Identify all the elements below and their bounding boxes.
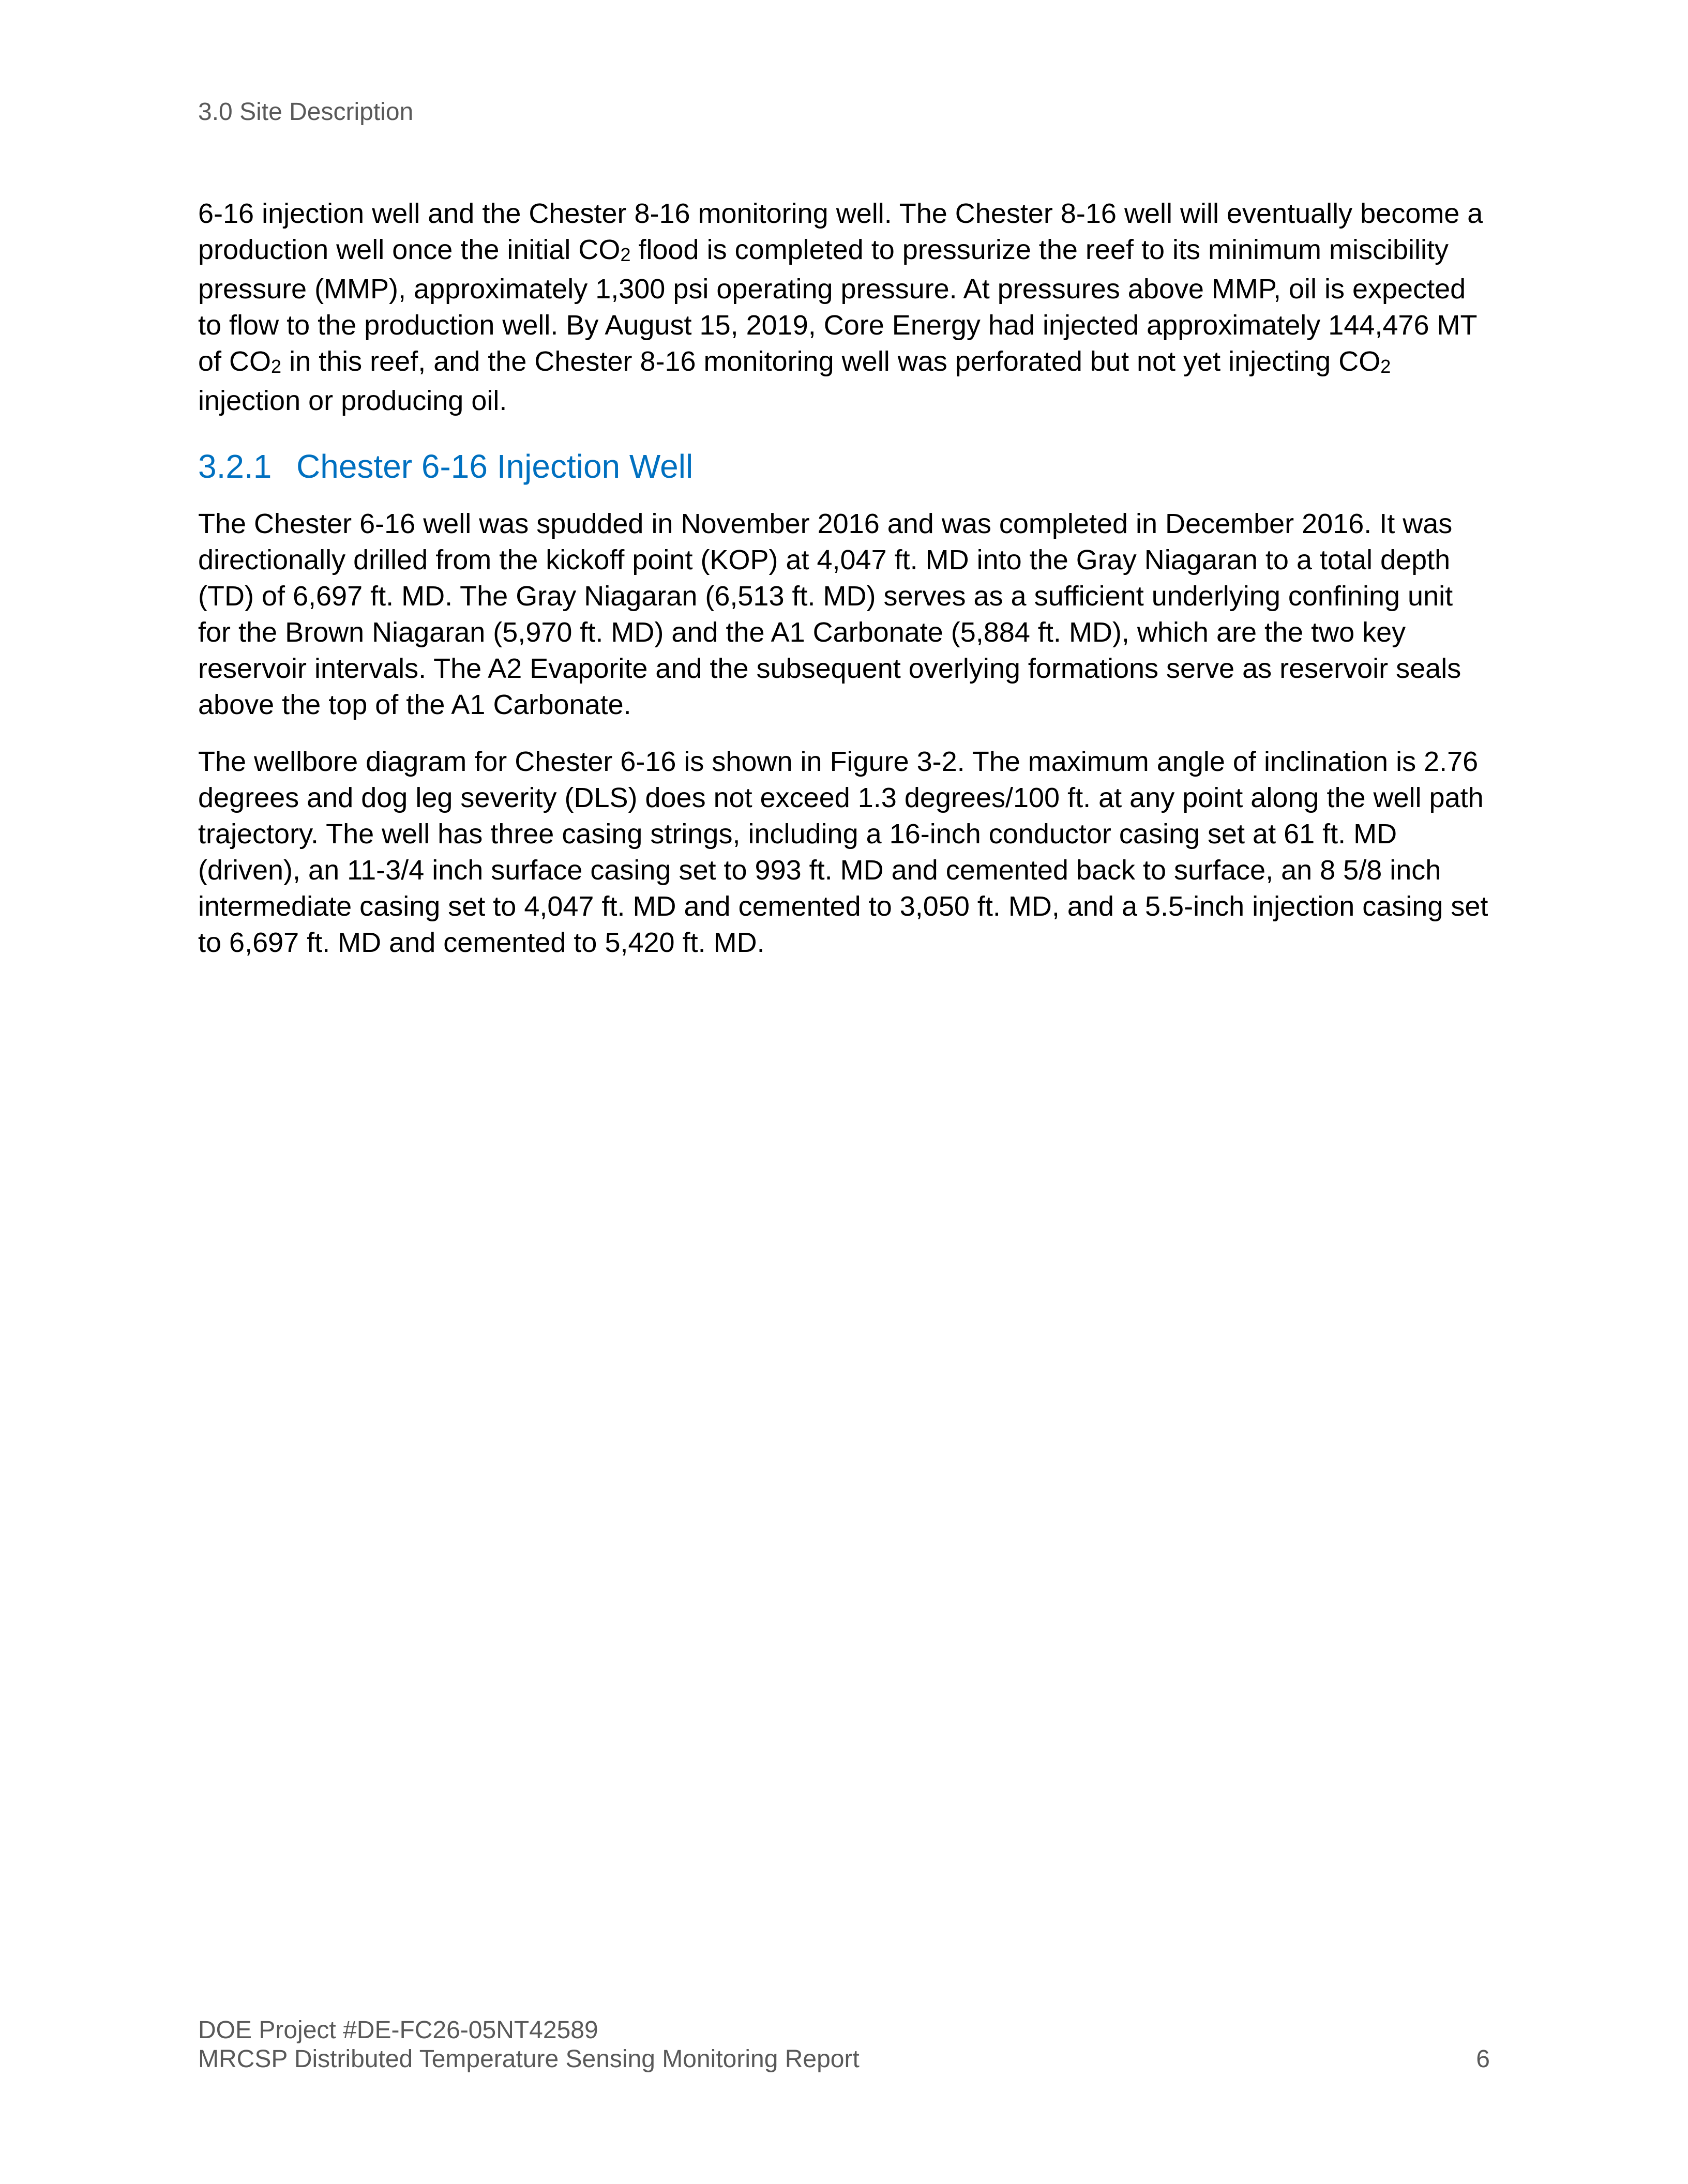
running-header: 3.0 Site Description [198,98,414,126]
intro-text-4: injection or producing oil. [198,385,507,416]
body-paragraph: The wellbore diagram for Chester 6-16 is shown in Figure 3-2. The maximum angle of inclination is 2.76 degrees and dog leg severity (DLS) does not exceed 1.3 degrees/100 ft. at any point along the well path trajectory. The well has three casing strings, including a 16-inch conductor casing set at 61 ft. MD (driven), an 11-3/4 inch surface casing set to 993 ft. MD and cemented back to surface, an 8 5/8 inch intermediate casing set to 4,047 ft. MD and cemented to 3,050 ft. MD, and a 5.5-inch injection casing set to 6,697 ft. MD and cemented to 5,420 ft. MD. [198,746,1488,958]
intro-text-1: 6-16 injection well and the Chester 8-16 monitoring well. The Chester 8-16 well will eventually become a production well once the initial CO [198,198,1483,265]
subscript-2: 2 [271,356,282,377]
subscript-2: 2 [1380,356,1391,377]
intro-text-3: in this reef, and the Chester 8-16 monitoring well was perforated but not yet injecting CO [281,346,1381,377]
subscript-2: 2 [620,244,631,266]
section-number: 3.2.1 [198,448,272,485]
footer-report-title: MRCSP Distributed Temperature Sensing Monitoring Report [198,2045,860,2073]
intro-text-2: flood is completed to pressurize the reef to its minimum miscibility pressure (MMP), approximately 1,300 psi operating pressure. At pressures above MMP, oil is expected to flow to the production well. By August 15, 2019, Core Energy had injected approximately 144,476 MT of CO [198,234,1477,377]
page-number: 6 [1476,2045,1490,2073]
page-content [198,195,1491,981]
section-title: Chester 6-16 Injection Well [296,448,694,485]
intro-paragraph [198,195,1491,419]
page-footer [198,2016,1490,2074]
footer-project: DOE Project #DE-FC26-05NT42589 [198,2016,598,2044]
section-heading [198,446,1491,487]
body-paragraph: The Chester 6-16 well was spudded in November 2016 and was completed in December 2016. It was directionally drilled from the kickoff point (KOP) at 4,047 ft. MD into the Gray Niagaran to a total depth (TD) of 6,697 ft. MD. The Gray Niagaran (6,513 ft. MD) serves as a sufficient underlying confining unit for the Brown Niagaran (5,970 ft. MD) and the A1 Carbonate (5,884 ft. MD), which are the two key reservoir intervals. The A2 Evaporite and the subsequent overlying formations serve as reservoir seals above the top of the A1 Carbonate. [198,508,1461,720]
